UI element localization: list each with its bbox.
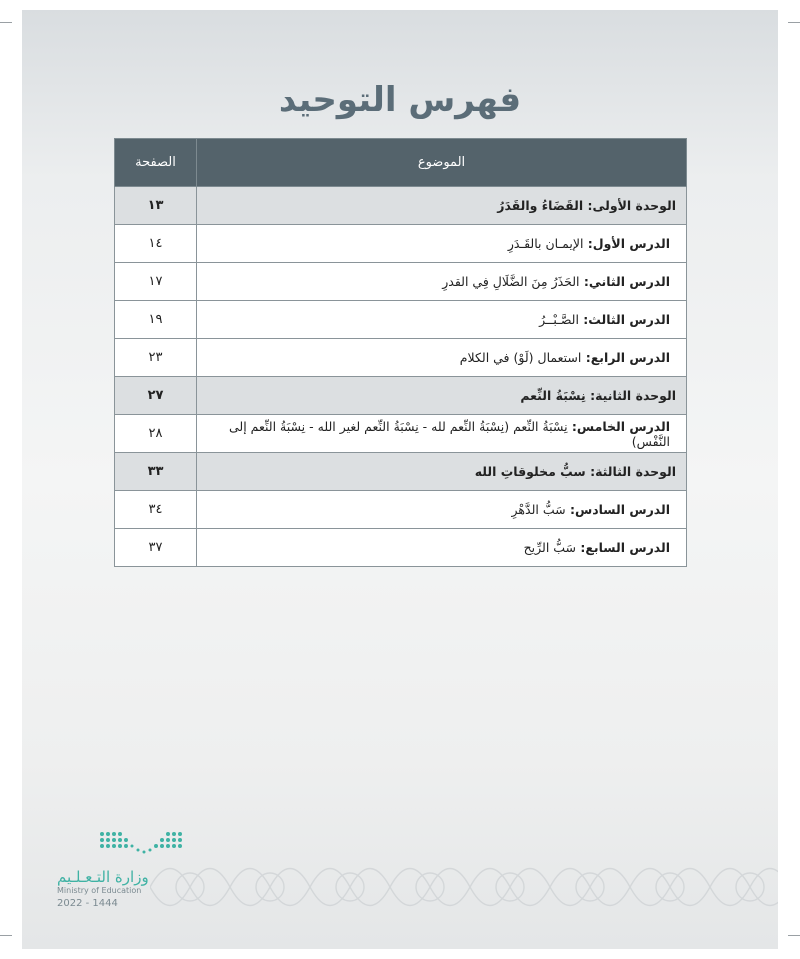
table-row: [115, 187, 687, 225]
topic-title: الصَّـبْــرُ: [539, 312, 579, 327]
topic-cell: [197, 301, 687, 339]
page-number-cell: ١٣: [115, 187, 197, 225]
topic-prefix: الوحدة الثانية:: [585, 388, 676, 403]
topic-title: نِسْبَةُ النِّعم (نِسْبَةُ النِّعم لله - نِسْبَةُ النِّعم لغير الله - نِسْبَةُ النِّعم إلى النَّفْس): [229, 418, 670, 449]
topic-cell: [197, 377, 687, 415]
header-page: الصفحة: [115, 139, 197, 187]
topic-title: نِسْبَةُ النِّعم: [520, 388, 586, 403]
table-row: [115, 263, 687, 301]
topic-prefix: الدرس السادس:: [565, 502, 670, 517]
topic-prefix: الوحدة الثالثة:: [585, 464, 676, 479]
table-row: [115, 225, 687, 263]
topic-cell: [197, 529, 687, 567]
crop-mark: [0, 22, 12, 23]
table-row: [115, 301, 687, 339]
topic-prefix: الدرس الأول:: [583, 236, 670, 251]
topic-cell: [197, 339, 687, 377]
ministry-logo-icon: [54, 826, 194, 866]
topic-title: سَبُّ الدَّهْرِ: [511, 502, 566, 517]
topic-title: الإيمـان بالقَـدَرِ: [507, 236, 584, 251]
page-number-cell: ٣٣: [115, 453, 197, 491]
crop-mark: [788, 22, 800, 23]
topic-title: استعمال (لَوْ) في الكلام: [459, 350, 582, 365]
topic-prefix: الدرس الخامس:: [567, 418, 670, 434]
topic-title: الحَذَرُ مِنَ الضَّلَالِ فِي القدرِ: [442, 274, 580, 289]
table-row: [115, 339, 687, 377]
page-number-cell: ١٤: [115, 225, 197, 263]
topic-cell: [197, 225, 687, 263]
page-number-cell: ٢٧: [115, 377, 197, 415]
topic-prefix: الدرس الثاني:: [579, 274, 670, 289]
page-number-cell: ٢٨: [115, 415, 197, 453]
topic-prefix: الوحدة الأولى:: [583, 198, 676, 213]
contents-table: [114, 138, 687, 567]
topic-cell: [197, 415, 687, 453]
ornament-pattern: [150, 845, 778, 930]
topic-cell: [197, 263, 687, 301]
table-row: [115, 529, 687, 567]
table-row: [115, 453, 687, 491]
page-number-cell: ٣٧: [115, 529, 197, 567]
table-row: [115, 377, 687, 415]
header-topic: الموضوع: [197, 139, 687, 187]
topic-prefix: الدرس الثالث:: [578, 312, 670, 327]
ministry-name-arabic: وزارة التـعـلـيم: [57, 868, 149, 886]
table-row: [115, 415, 687, 453]
page-number-cell: ١٩: [115, 301, 197, 339]
ministry-name-english: Ministry of Education: [57, 886, 142, 895]
topic-cell: [197, 453, 687, 491]
page-number-cell: ٣٤: [115, 491, 197, 529]
topic-prefix: الدرس الرابع:: [581, 350, 670, 365]
crop-mark: [0, 935, 12, 936]
table-body: [115, 187, 687, 567]
topic-title: القَضَاءُ والقَدَرُ: [497, 198, 584, 213]
page-number-cell: ١٧: [115, 263, 197, 301]
table-header-row: [115, 139, 687, 187]
crop-mark: [788, 935, 800, 936]
edition-year: 2022 - 1444: [57, 898, 118, 909]
topic-prefix: الدرس السابع:: [576, 540, 670, 555]
page-title: فهرس التوحيد: [278, 80, 522, 120]
topic-cell: [197, 187, 687, 225]
topic-cell: [197, 491, 687, 529]
table-row: [115, 491, 687, 529]
page-number-cell: ٢٣: [115, 339, 197, 377]
topic-title: سَبُّ الرِّيح: [523, 540, 577, 555]
topic-title: سبُّ مخلوقاتِ الله: [474, 464, 586, 479]
